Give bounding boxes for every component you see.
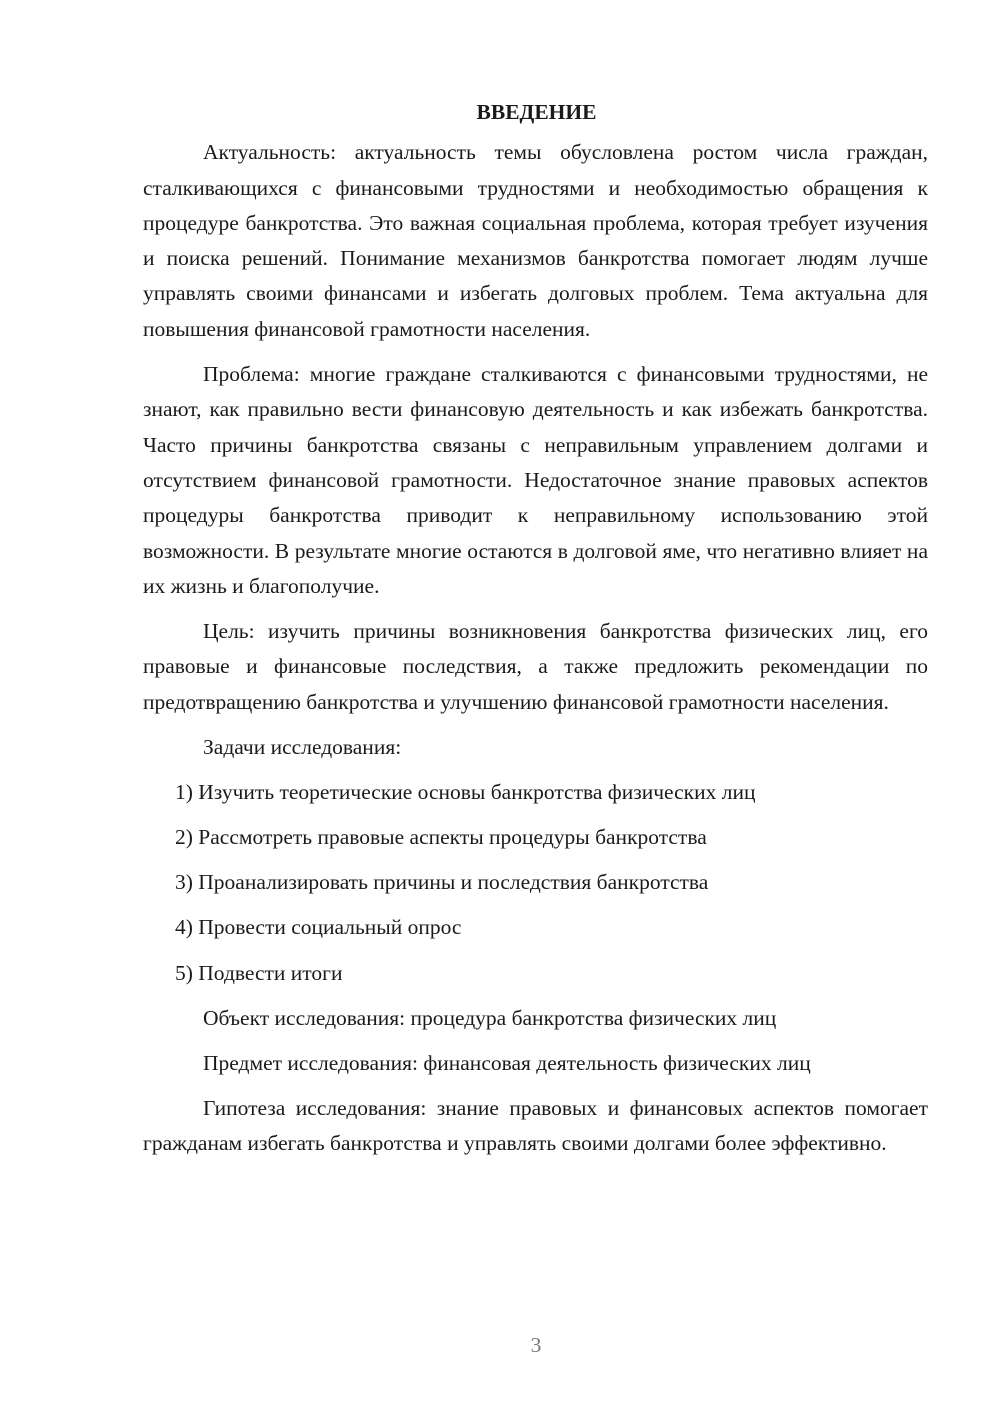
- page-number: 3: [530, 1333, 542, 1357]
- tasks-list: [143, 775, 928, 991]
- document-page: [143, 95, 928, 1171]
- list-item: 2) Рассмотреть правовые аспекты процедуры банкротства: [175, 825, 707, 850]
- research-subject: Предмет исследования: финансовая деятельность физических лиц: [203, 1050, 811, 1075]
- research-hypothesis: Гипотеза исследования: знание правовых и финансовых аспектов помогает гражданам избегать банкротства и управлять своими долгами более эффективно.: [143, 1095, 928, 1156]
- paragraph-goal: Цель: изучить причины возникновения банкротства физических лиц, его правовые и финансовые последствия, а также предложить рекомендации по предотвращению банкротства и улучшению финансовой грамотности населения.: [143, 619, 928, 714]
- paragraph-problem: Проблема: многие граждане сталкиваются с финансовыми трудностями, не знают, как правильно вести финансовую деятельность и как избежать банкротства. Часто причины банкротства связаны с неправильным управлением долгами и отсутствием финансовой грамотности. Недостаточное знание правовых аспектов процедуры банкротства приводит к неправильному использованию этой возможности. В результате многие остаются в долговой яме, что негативно влияет на их жизнь и благополучие.: [143, 362, 928, 598]
- list-item: 5) Подвести итоги: [175, 960, 343, 985]
- list-item: 1) Изучить теоретические основы банкротства физических лиц: [175, 780, 756, 805]
- research-object: Объект исследования: процедура банкротства физических лиц: [203, 1005, 777, 1030]
- tasks-heading: Задачи исследования:: [203, 735, 402, 760]
- list-item: 3) Проанализировать причины и последствия банкротства: [175, 870, 709, 895]
- paragraph-relevance: Актуальность: актуальность темы обусловлена ростом числа граждан, сталкивающихся с финансовыми трудностями и необходимостью обращения к процедуре банкротства. Это важная социальная проблема, которая требует изучения и поиска решений. Понимание механизмов банкротства помогает людям лучше управлять своими финансами и избегать долговых проблем. Тема актуальна для повышения финансовой грамотности населения.: [143, 140, 928, 341]
- page-title: ВВЕДЕНИЕ: [476, 100, 597, 124]
- list-item: 4) Провести социальный опрос: [175, 915, 462, 940]
